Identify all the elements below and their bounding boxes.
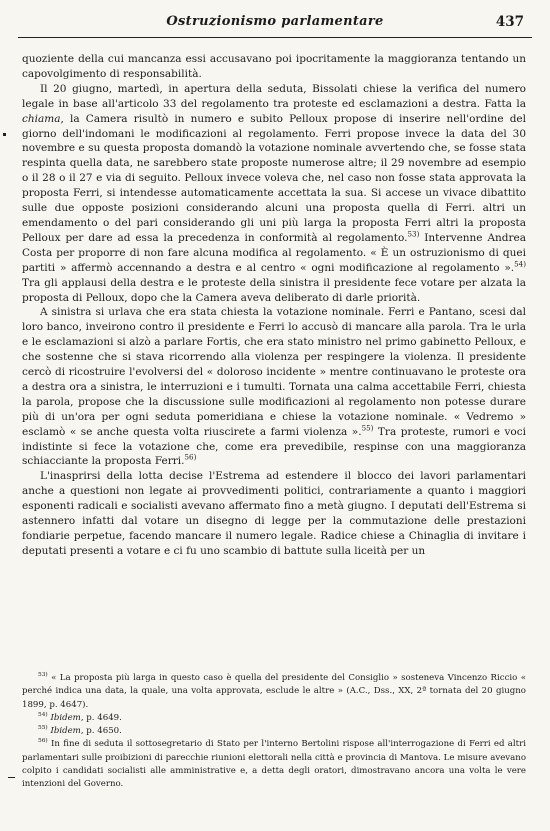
italic-text: Ibidem <box>50 712 81 723</box>
footnote-ref: 54) <box>514 259 526 269</box>
footnotes <box>22 672 526 792</box>
text-run: , p. 4650. <box>80 726 122 737</box>
text-run: , la Camera risultò in numero e subito Pelloux propose di inserire nell'ordine del giorno dell'indomani le modificazioni al regolamento. Ferri propose invece la data del 30 novembre e su questa proposta domandò la votazione nominale avvertendo che, se fosse stata respinta quella data, ne sarebbero state proposte numerose altre; il 29 novembre ad esempio o il 28 o il 27 e via di seguito. Pelloux invece voleva che, nel caso non fosse stata approvata la proposta Ferri, si intendesse automaticamente accettata la sua. Si accese un vivace dibattito sulle due opposte posizioni considerando alcuni una proposta quella di Ferri. altri un emendamento o del pari considerando gli uni più larga la proposta Ferri altri la proposta Pelloux per dare ad essa la precedenza in conformità al regolamento. <box>22 112 526 244</box>
italic-text: chiama <box>22 112 61 125</box>
margin-mark <box>8 777 15 778</box>
footnote-ref: 56) <box>38 738 48 745</box>
footnote-ref: 56) <box>184 452 197 462</box>
text-run: « La proposta più larga in questo caso è quella del presidente del Consiglio » sosteneva Vincenzo Riccio « perché indica una data, la quale, una volta approvata, esclude le altre » (A.C., Dss., XX, 2ª tornata del 20 giugno 1899, p. 4647). <box>22 673 526 710</box>
text-run: Tra proteste, rumori e voci indistinte si fece la votazione che, come era prevedibile, respinse con una maggioranza schiacciante la proposta Ferri. <box>22 425 526 468</box>
footnote-ref: 53) <box>38 672 48 679</box>
paragraph-continuation <box>22 52 526 82</box>
paragraph <box>22 82 526 306</box>
text-run: L'inasprirsi della lotta decise l'Estrema ad estendere il blocco dei lavori parlamentari anche a questioni non legate ai provvedimenti politici, contrariamente a quanto i maggiori esponenti radicali e socialisti avevano affermato fino a metà giugno. I deputati dell'Estrema si astennero infatti dal votare un disegno di legge per la commutazione delle prestazioni fondiarie perpetue, facendo mancare il numero legale. Radice chiese a Chinaglia di invitare i deputati presenti a votare e ci fu uno scambio di battute sulla liceità per un <box>22 470 526 557</box>
footnote-ref: 55) <box>38 725 48 732</box>
footnote <box>22 725 526 738</box>
paragraph <box>22 469 526 558</box>
text-run: Il 20 giugno, martedì, in apertura della seduta, Bissolati chiese la verifica del numero legale in base all'articolo 33 del regolamento tra proteste ed esclamazioni a destra. Fatta la <box>22 82 526 110</box>
text-run: quoziente della cui mancanza essi accusavano poi ipocritamente la maggioranza tentando un capovolgimento di responsabilità. <box>22 53 526 80</box>
footnote <box>22 712 526 725</box>
footnote-ref: 55) <box>361 423 374 433</box>
running-title: Ostruzionismo parlamentare <box>166 14 384 29</box>
text-run: A sinistra si urlava che era stata chiesta la votazione nominale. Ferri e Pantano, scesi dal loro banco, inveirono contro il presidente e Ferri lo accusò di mancare alla parola. Tra le urla e le esclamazioni si alzò a parlare Fortis, che era stato ministro nel primo gabinetto Pelloux, e che sostenne che si stava ricorrendo alla violenza per respingere la violenza. Il presidente cercò di ricostruire l'evolversi del « doloroso incidente » mentre continuavano le proteste ora a destra ora a sinistra, le interruzioni e i tumulti. Tornata una calma accettabile Ferri, chiesta la parola, propose che la discussione sulle modificazioni al regolamento non potesse durare più di un'ora per ogni seduta pomeridiana e chiese la votazione nominale. « Vedremo » esclamò « se anche questa volta riuscirete a farmi violenza ». <box>22 306 526 438</box>
footnote-ref: 54) <box>38 712 48 719</box>
header-rule <box>18 37 532 38</box>
footnote <box>22 672 526 712</box>
text-run: In fine di seduta il sottosegretario di Stato per l'interno Bertolini rispose all'interrogazione di Ferri ed altri parlamentari sulle proibizioni di parecchie riunioni elettorali nella città e provincia di Mantova. Le misure avevano colpito i candidati socialisti alle amministrative e, a detta degli oratori, dimostravano ancora una volta le vere intenzioni del Governo. <box>22 739 526 790</box>
footnote-ref: 53) <box>407 229 420 239</box>
page-number: 437 <box>495 14 524 30</box>
text-run: Intervenne Andrea Costa per proporre di non fare alcuna modifica al regolamento. « È un ostruzionismo di quei partiti » affermò accennando a destra e al centro « ogni modificazione al regolamento ». <box>22 231 526 274</box>
text-run: Tra gli applausi della destra e le proteste della sinistra il presidente fece votare per alzata la proposta di Pelloux, dopo che la Camera aveva deliberato di darle priorità. <box>22 276 526 304</box>
paragraph <box>22 305 526 469</box>
text-run: , p. 4649. <box>80 712 122 723</box>
footnote <box>22 738 526 791</box>
italic-text: Ibidem <box>50 726 81 737</box>
running-header <box>18 14 532 36</box>
margin-mark <box>3 133 6 136</box>
main-text <box>22 52 526 559</box>
